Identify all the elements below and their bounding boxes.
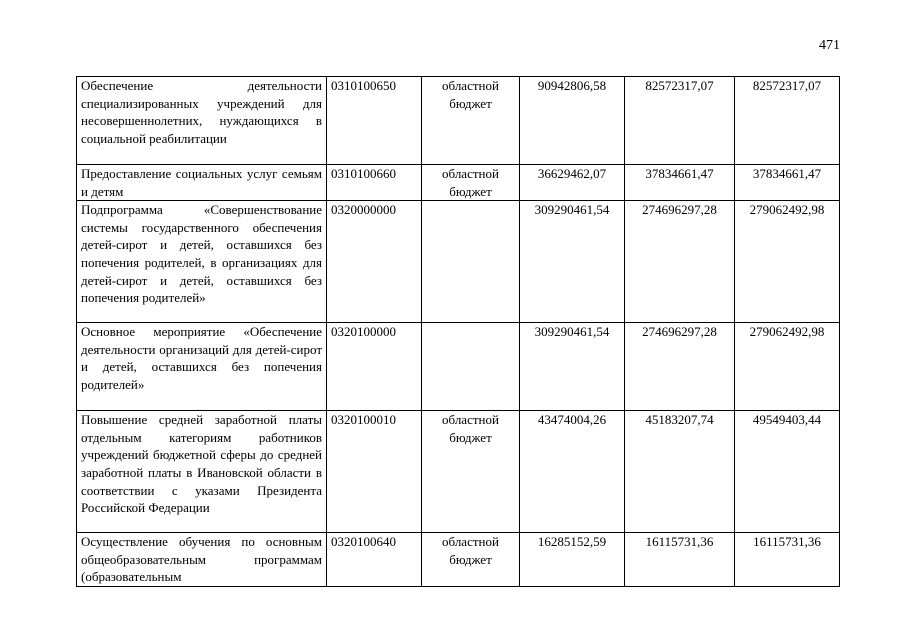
row-value-3: 16115731,36 — [735, 533, 840, 587]
row-value-1: 36629462,07 — [520, 165, 625, 201]
row-name: Повышение средней заработной платы отдельным категориям работников учреждений бюджетной сферы до средней заработной платы в Ивановской области в соответствии с указами Президента Российской Федерации — [77, 411, 327, 533]
row-value-1: 16285152,59 — [520, 533, 625, 587]
row-value-2: 37834661,47 — [625, 165, 735, 201]
row-value-2: 45183207,74 — [625, 411, 735, 533]
page-number: 471 — [819, 38, 840, 53]
row-value-1: 309290461,54 — [520, 201, 625, 323]
row-name: Осуществление обучения по основным общеобразовательным программам (образовательным — [77, 533, 327, 587]
table-row — [77, 411, 840, 533]
row-value-3: 37834661,47 — [735, 165, 840, 201]
row-value-2: 274696297,28 — [625, 201, 735, 323]
row-value-2: 82572317,07 — [625, 77, 735, 165]
row-code: 0320100000 — [327, 323, 422, 411]
row-source — [422, 201, 520, 323]
table-row — [77, 323, 840, 411]
table-row — [77, 533, 840, 587]
row-name: Подпрограмма «Совершенствование системы государственного обеспечения детей-сирот и детей, оставшихся без попечения родителей, в организациях для детей-сирот и детей, оставшихся без попечения родителей» — [77, 201, 327, 323]
row-source — [422, 323, 520, 411]
row-value-2: 274696297,28 — [625, 323, 735, 411]
row-value-3: 279062492,98 — [735, 323, 840, 411]
table-row — [77, 201, 840, 323]
row-value-3: 279062492,98 — [735, 201, 840, 323]
row-code: 0310100660 — [327, 165, 422, 201]
table-row — [77, 165, 840, 201]
row-value-1: 309290461,54 — [520, 323, 625, 411]
row-name: Основное мероприятие «Обеспечение деятельности организаций для детей-сирот и детей, оставшихся без попечения родителей» — [77, 323, 327, 411]
row-value-3: 49549403,44 — [735, 411, 840, 533]
row-value-3: 82572317,07 — [735, 77, 840, 165]
budget-table — [76, 76, 840, 587]
table-row — [77, 77, 840, 165]
row-value-1: 90942806,58 — [520, 77, 625, 165]
row-code: 0320100640 — [327, 533, 422, 587]
row-code: 0310100650 — [327, 77, 422, 165]
row-code: 0320100010 — [327, 411, 422, 533]
row-source: областной бюджет — [422, 411, 520, 533]
row-name: Предоставление социальных услуг семьям и детям — [77, 165, 327, 201]
row-name: Обеспечение деятельности специализированных учреждений для несовершеннолетних, нуждающихся в социальной реабилитации — [77, 77, 327, 165]
row-value-2: 16115731,36 — [625, 533, 735, 587]
row-source: областной бюджет — [422, 77, 520, 165]
row-value-1: 43474004,26 — [520, 411, 625, 533]
row-code: 0320000000 — [327, 201, 422, 323]
row-source: областной бюджет — [422, 533, 520, 587]
row-source: областной бюджет — [422, 165, 520, 201]
